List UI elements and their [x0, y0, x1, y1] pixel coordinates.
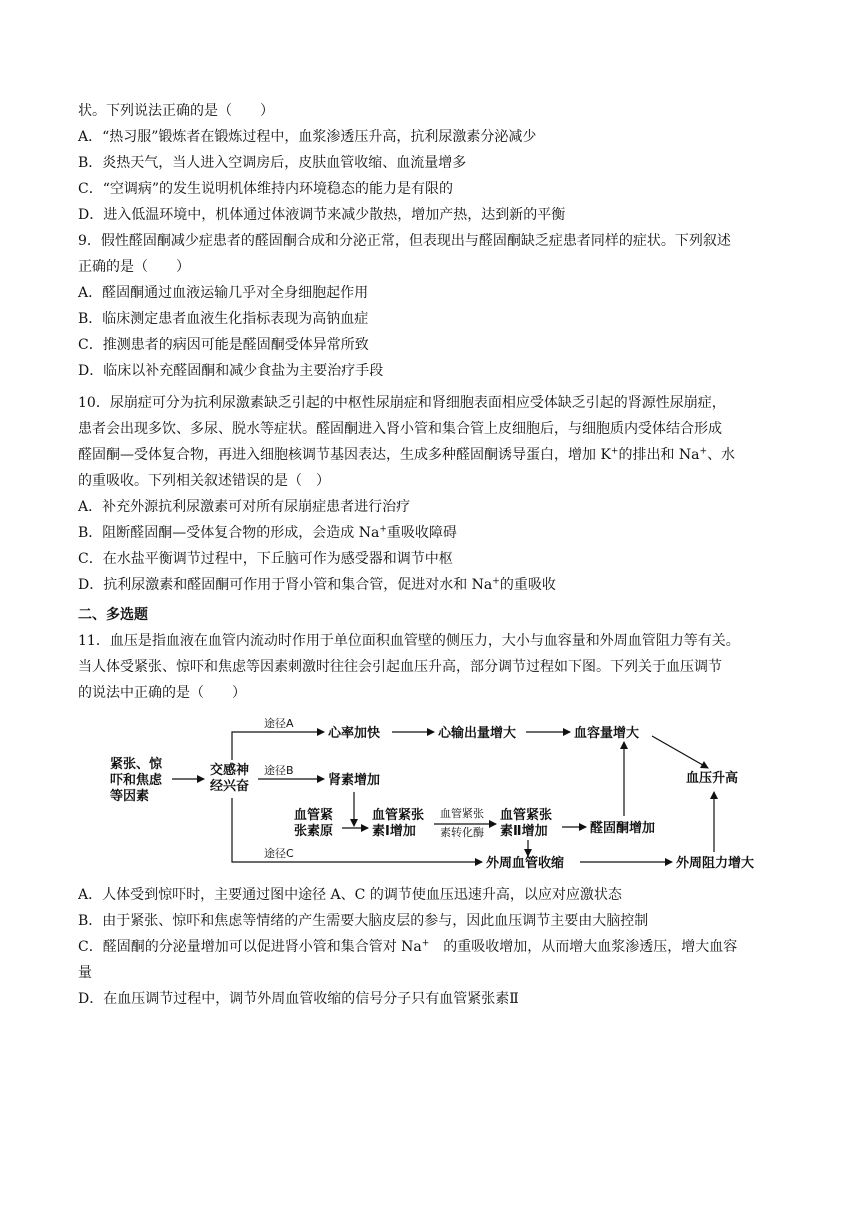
q9-option-c: C．推测患者的病因可能是醛固酮受体异常所致	[78, 337, 369, 353]
blood-pressure-flow-diagram	[96, 712, 756, 878]
node-blood-pressure: 血压升高	[686, 771, 739, 786]
q10-stem-cont: 患者会出现多饮、多尿、脱水等症状。醛固酮进入肾小管和集合管上皮细胞后，与细胞质内受体结合形成	[78, 421, 722, 437]
q9-stem-cont: 正确的是（ ）	[78, 259, 190, 275]
node-renin: 肾素增加	[328, 773, 381, 788]
node-ang1-line2: 素Ⅰ增加	[372, 824, 416, 839]
q9-option-a: A．醛固酮通过血液运输几乎对全身细胞起作用	[78, 285, 369, 301]
q8-option-c: C．“空调病”的发生说明机体维持内环境稳态的能力是有限的	[78, 181, 454, 197]
q11-stem: 11．血压是指血液在血管内流动时作用于单位面积血管壁的侧压力，大小与血容量和外周血管阻力等有关。	[78, 633, 740, 649]
text-run: D．抗利尿激素和醛固酮可作用于肾小管和集合管，促进对水和 Na	[78, 577, 493, 593]
q9-stem: 9．假性醛固酮减少症患者的醛固酮合成和分泌正常，但表现出与醛固酮缺乏症患者同样的症状。下列叙述	[78, 233, 731, 249]
q9-option-b: B．临床测定患者血液生化指标表现为高钠血症	[78, 311, 369, 327]
q11-option-d: D．在血压调节过程中，调节外周血管收缩的信号分子只有血管紧张素Ⅱ	[78, 991, 519, 1007]
q10-option-c: C．在水盐平衡调节过程中，下丘脑可作为感受器和调节中枢	[78, 551, 453, 567]
superscript: +	[492, 576, 500, 587]
q8-stem-tail: 状。下列说法正确的是（ ）	[78, 103, 274, 119]
section-heading: 二、多选题	[78, 607, 148, 623]
label-path-b: 途径B	[264, 764, 294, 777]
q10-stem-line3	[78, 442, 798, 468]
label-path-a: 途径A	[264, 717, 294, 730]
node-ang1-line1: 血管紧张	[372, 808, 425, 823]
exam-page	[78, 98, 798, 1012]
q8-option-b: B．炎热天气，当人进入空调房后，皮肤血管收缩、血流量增多	[78, 155, 467, 171]
q10-option-a: A．补充外源抗利尿激素可对所有尿崩症患者进行治疗	[78, 499, 411, 515]
q11-option-b: B．由于紧张、惊吓和焦虑等情绪的产生需要大脑皮层的参与，因此血压调节主要由大脑控制	[78, 913, 649, 929]
q10-option-d	[78, 572, 798, 598]
q11-option-a: A．人体受到惊吓时，主要通过图中途径 A、C 的调节使血压迅速升高，以应对应激状态	[78, 887, 622, 903]
q11-stem-cont: 当人体受紧张、惊吓和焦虑等因素刺激时往往会引起血压升高，部分调节过程如下图。下列关于血压调节	[78, 659, 722, 675]
q8-option-a: A．“热习服”锻炼者在锻炼过程中，血浆渗透压升高，抗利尿激素分泌减少	[78, 129, 537, 145]
node-ang2-line2: 素Ⅱ增加	[500, 824, 548, 839]
text-run: 的重吸收	[499, 577, 556, 593]
superscript: +	[421, 938, 430, 949]
node-stimulus-line3: 等因素	[110, 789, 150, 804]
node-sympathetic-line2: 经兴奋	[210, 779, 250, 794]
label-path-c: 途径C	[264, 847, 294, 860]
text-run: 、水	[707, 447, 736, 463]
superscript: +	[610, 446, 619, 457]
node-blood-volume: 血容量增大	[574, 726, 640, 741]
arrow-path-a	[232, 732, 324, 760]
node-heart-rate: 心率加快	[328, 726, 381, 741]
text-run: B．阻断醛固酮—受体复合物的形成，会造成 Na	[78, 525, 380, 541]
label-ace-line1: 血管紧张	[440, 807, 484, 820]
q10-stem-line4: 的重吸收。下列相关叙述错误的是（ ）	[78, 473, 330, 489]
node-angiotensinogen-line2: 张素原	[294, 824, 334, 839]
superscript: +	[699, 446, 708, 457]
q11-stem-line3: 的说法中正确的是（ ）	[78, 685, 246, 701]
node-ang2-line1: 血管紧张	[500, 808, 553, 823]
node-vasoconstriction: 外周血管收缩	[486, 856, 565, 871]
node-stimulus-line2: 吓和焦虑	[110, 773, 163, 788]
superscript: +	[379, 524, 387, 535]
text-run: 醛固酮—受体复合物，再进入细胞核调节基因表达，生成多种醛固酮诱导蛋白，增加 K	[78, 447, 611, 463]
q11-option-c-cont: 量	[78, 965, 92, 981]
text-run: 的排出和 Na	[618, 447, 700, 463]
q8-option-d: D．进入低温环境中，机体通过体液调节来减少散热，增加产热，达到新的平衡	[78, 207, 566, 223]
label-ace-line2: 素转化酶	[440, 826, 484, 839]
text-run: 重吸收障碍	[386, 525, 457, 541]
q10-stem: 10．尿崩症可分为抗利尿激素缺乏引起的中枢性尿崩症和肾细胞表面相应受体缺乏引起的肾源性尿崩症，	[78, 395, 726, 411]
node-aldosterone: 醛固酮增加	[590, 821, 656, 836]
q11-option-c	[78, 934, 798, 960]
node-resistance: 外周阻力增大	[676, 856, 755, 871]
node-sympathetic-line1: 交感神	[210, 763, 250, 778]
node-stimulus-line1: 紧张、惊	[110, 757, 163, 772]
q10-option-b	[78, 520, 798, 546]
node-angiotensinogen-line1: 血管紧	[294, 808, 334, 823]
text-run: 的重吸收增加，从而增大血浆渗透压，增大血容	[429, 939, 738, 955]
node-cardiac-output: 心输出量增大	[438, 726, 517, 741]
text-run: C．醛固酮的分泌量增加可以促进肾小管和集合管对 Na	[78, 939, 422, 955]
q9-option-d: D．临床以补充醛固酮和减少食盐为主要治疗手段	[78, 363, 384, 379]
arrow-volume-to-bp	[652, 736, 708, 768]
